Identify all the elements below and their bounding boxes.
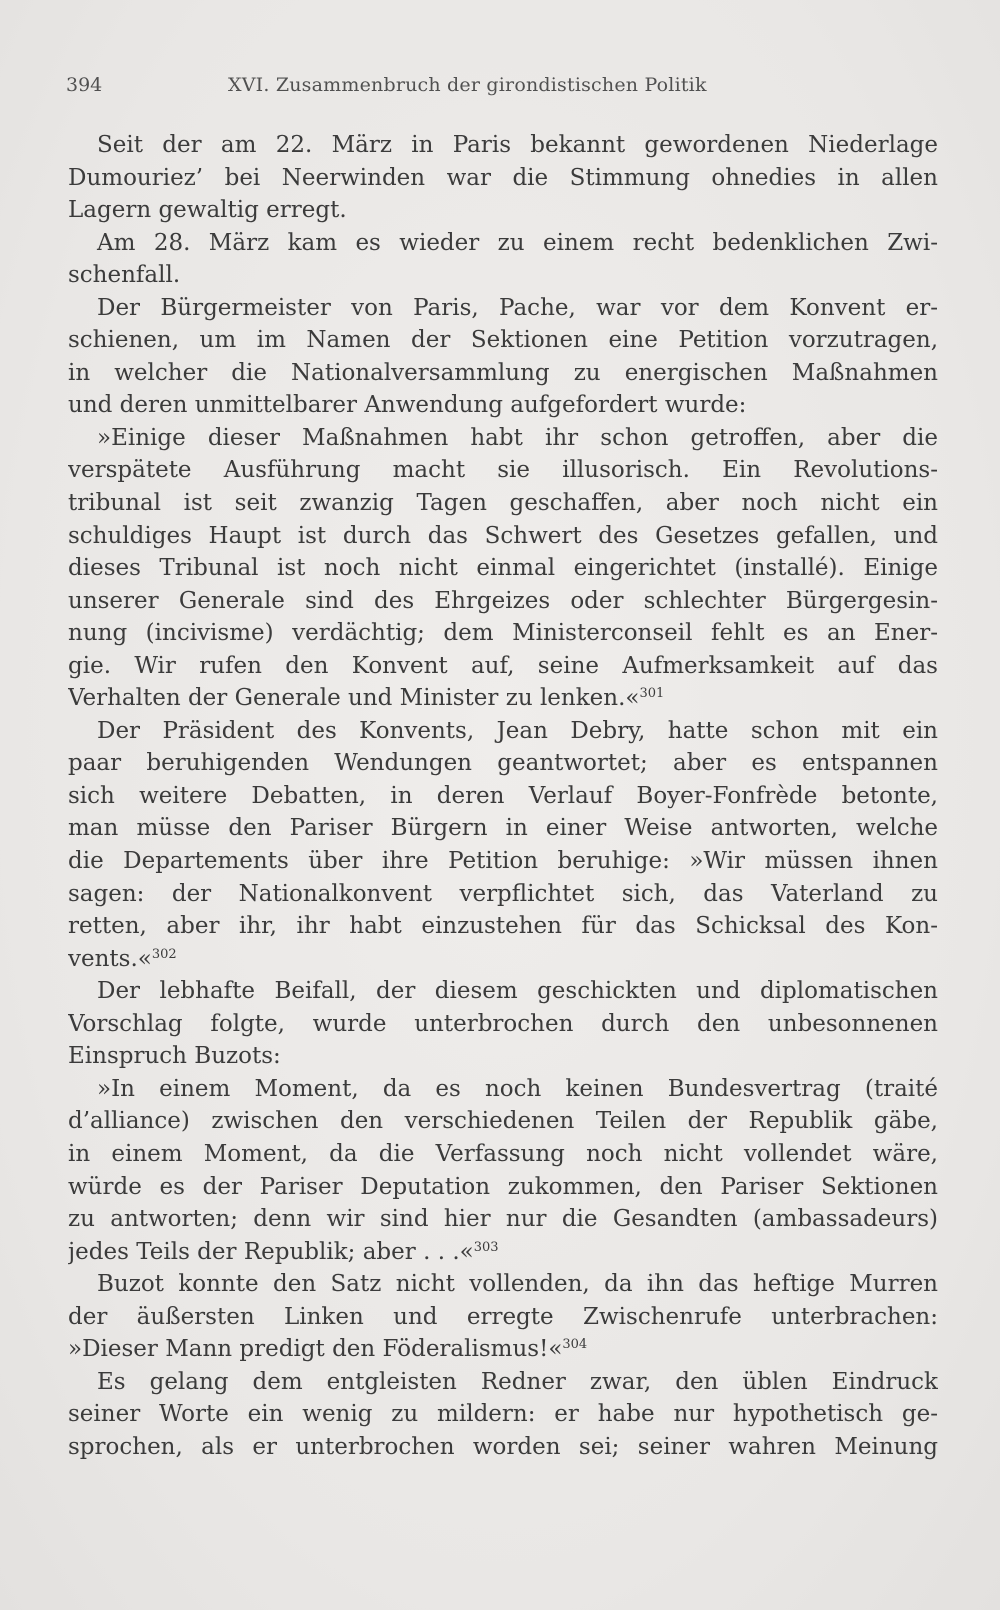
text-line — [68, 1398, 938, 1431]
text-line — [68, 780, 938, 813]
text-line — [68, 1301, 938, 1334]
text-line — [68, 878, 938, 911]
line-text: Vorschlag folgte, wurde unterbrochen durch den unbesonnenen — [68, 1010, 938, 1037]
line-text: dieses Tribunal ist noch nicht einmal eingerichtet (installé). Einige — [68, 555, 938, 582]
line-text: Der Präsident des Konvents, Jean Debry, hatte schon mit ein — [97, 717, 938, 744]
line-text: Seit der am 22. März in Paris bekannt gewordenen Niederlage — [97, 132, 938, 158]
text-line — [68, 422, 938, 455]
line-text: seiner Worte ein wenig zu mildern: er habe nur hypothetisch ge- — [68, 1401, 938, 1428]
line-text: tribunal ist seit zwanzig Tagen geschaffen, aber noch nicht ein — [68, 490, 938, 517]
line-text: Es gelang dem entgleisten Redner zwar, den üblen Eindruck — [97, 1368, 938, 1395]
page-number: 394 — [66, 74, 103, 96]
text-line — [68, 357, 938, 390]
line-text: »Einige dieser Maßnahmen habt ihr schon getroffen, aber die — [97, 424, 938, 451]
line-text: paar beruhigenden Wendungen geantwortet; aber es entspannen — [68, 750, 938, 777]
footnote-marker: 302 — [151, 946, 177, 962]
text-line — [68, 845, 938, 878]
line-text: sprochen, als er unterbrochen worden sei; seiner wahren Meinung — [68, 1433, 938, 1460]
line-text: sich weitere Debatten, in deren Verlauf Boyer-Fonfrède betonte, — [68, 782, 938, 809]
text-line — [68, 520, 938, 553]
line-text: in welcher die Nationalversammlung zu energischen Maßnahmen — [68, 359, 938, 386]
text-line — [68, 650, 938, 683]
text-line — [68, 715, 938, 748]
text-line — [68, 389, 938, 422]
text-line — [68, 1203, 938, 1236]
text-line — [68, 943, 938, 976]
text-line — [68, 1431, 938, 1464]
line-text: man müsse den Pariser Bürgern in einer Weise antworten, welche — [68, 815, 938, 842]
text-line — [68, 129, 938, 162]
text-line — [68, 585, 938, 618]
line-text: Der Bürgermeister von Paris, Pache, war vor dem Konvent er- — [97, 294, 938, 321]
text-line — [68, 454, 938, 487]
text-line — [68, 1366, 938, 1399]
text-line — [68, 1073, 938, 1106]
line-text: und deren unmittelbarer Anwendung aufgefordert wurde: — [68, 392, 747, 419]
text-line — [68, 194, 938, 227]
text-line — [68, 747, 938, 780]
text-line — [68, 227, 938, 260]
line-text: gie. Wir rufen den Konvent auf, seine Aufmerksamkeit auf das — [68, 652, 938, 679]
line-text: Verhalten der Generale und Minister zu lenken.« — [68, 685, 640, 712]
footnote-marker: 304 — [562, 1337, 588, 1353]
line-text: »Dieser Mann predigt den Föderalismus!« — [68, 1336, 563, 1363]
page-header — [66, 70, 866, 100]
text-line — [68, 1040, 938, 1073]
text-line — [68, 552, 938, 585]
line-text: jedes Teils der Republik; aber . . .« — [68, 1238, 474, 1265]
text-line — [68, 259, 938, 292]
text-line — [68, 682, 938, 715]
text-line — [68, 162, 938, 195]
line-text: schuldiges Haupt ist durch das Schwert des Gesetzes gefallen, und — [68, 522, 938, 549]
line-text: zu antworten; denn wir sind hier nur die Gesandten (ambassadeurs) — [68, 1206, 938, 1233]
line-text: vents.« — [68, 945, 152, 972]
text-line — [68, 1171, 938, 1204]
text-line — [68, 1236, 938, 1269]
line-text: Der lebhafte Beifall, der diesem geschickten und diplomatischen — [97, 978, 938, 1005]
line-text: würde es der Pariser Deputation zukommen, den Pariser Sektionen — [68, 1173, 938, 1200]
text-line — [68, 617, 938, 650]
text-line — [68, 1268, 938, 1301]
text-line — [68, 1105, 938, 1138]
line-text: d’alliance) zwischen den verschiedenen Teilen der Republik gäbe, — [68, 1108, 938, 1135]
line-text: Buzot konnte den Satz nicht vollenden, da ihn das heftige Murren — [97, 1271, 938, 1298]
text-line — [68, 910, 938, 943]
line-text: nung (incivisme) verdächtig; dem Ministerconseil fehlt es an Ener- — [68, 620, 938, 647]
line-text: die Departements über ihre Petition beruhige: »Wir müssen ihnen — [68, 848, 938, 875]
running-title: XVI. Zusammenbruch der girondistischen Politik — [228, 74, 707, 96]
line-text: Einspruch Buzots: — [68, 1043, 281, 1070]
line-text: retten, aber ihr, ihr habt einzustehen für das Schicksal des Kon- — [68, 913, 938, 940]
line-text: in einem Moment, da die Verfassung noch nicht vollendet wäre, — [68, 1140, 938, 1167]
text-line — [68, 975, 938, 1008]
body-text — [68, 129, 938, 1463]
text-line — [68, 324, 938, 357]
line-text: »In einem Moment, da es noch keinen Bundesvertrag (traité — [97, 1075, 938, 1102]
text-line — [68, 1008, 938, 1041]
line-text: der äußersten Linken und erregte Zwischenrufe unterbrachen: — [68, 1303, 938, 1330]
line-text: unserer Generale sind des Ehrgeizes oder schlechter Bürgergesin- — [68, 587, 938, 614]
line-text: verspätete Ausführung macht sie illusorisch. Ein Revolutions- — [68, 457, 938, 484]
footnote-marker: 303 — [473, 1239, 499, 1255]
text-line — [68, 1333, 938, 1366]
footnote-marker: 301 — [639, 686, 665, 702]
line-text: schienen, um im Namen der Sektionen eine Petition vorzutragen, — [68, 327, 938, 354]
text-line — [68, 487, 938, 520]
text-line — [68, 1138, 938, 1171]
line-text: Dumouriez’ bei Neerwinden war die Stimmung ohnedies in allen — [68, 164, 938, 191]
line-text: Am 28. März kam es wieder zu einem recht bedenklichen Zwi- — [97, 229, 938, 256]
text-line — [68, 812, 938, 845]
line-text: sagen: der Nationalkonvent verpflichtet sich, das Vaterland zu — [68, 880, 938, 907]
text-line — [68, 292, 938, 325]
line-text: Lagern gewaltig erregt. — [68, 197, 347, 224]
line-text: schenfall. — [68, 262, 181, 289]
